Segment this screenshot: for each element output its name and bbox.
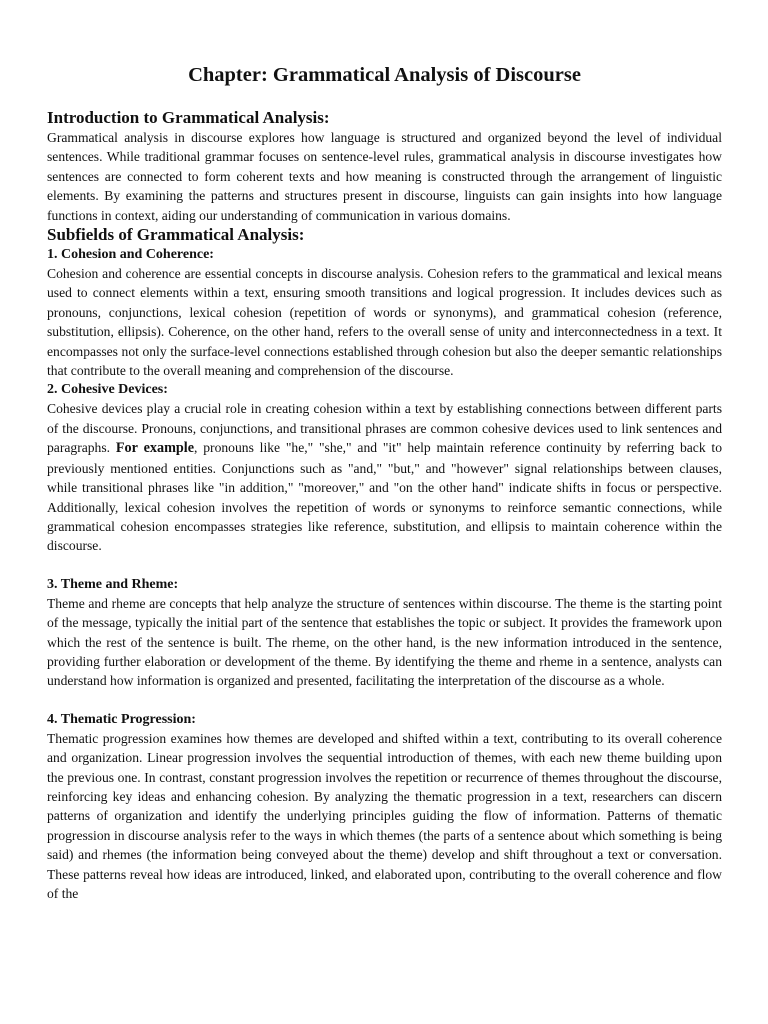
section-heading-thematic-progression: 4. Thematic Progression: [47,711,196,727]
for-example-bold: For example [115,440,195,457]
section-paragraph-theme-rheme: Theme and rheme are concepts that help analyze the structure of sentences within discourse. The theme is the starting point of the message, typically the initial part of the sentence that establishes the topic or subject. It provides the framework upon which the rest of the sentence is built. The rheme, on the other hand, is the new information introduced in the sentence, providing further elaboration or development of the theme. By identifying the theme and rheme in a sentence, analysts can understand how information is organized and presented, facilitating the interpretation of the discourse as a whole. [47,595,722,689]
intro-heading: Introduction to Grammatical Analysis: [47,108,330,127]
page-title: Chapter: Grammatical Analysis of Discourse [188,64,581,86]
section-paragraph-thematic-progression: Thematic progression examines how themes are developed and shifted within a text, contributing to its overall coherence and organization. Linear progression involves the sequential introduction of themes, with each new theme building upon the previous one. In contrast, constant progression involves the repetition or recurrence of themes throughout the discourse, reinforcing key ideas and enhancing cohesion. By analyzing the thematic progression in a text, researchers can discern patterns of organization and identify the underlying principles guiding the flow of information. Patterns of thematic progression in discourse analysis refer to the ways in which themes (the parts of a sentence about which something is being said) and rhemes (the information being conveyed about the theme) develop and shift throughout a text or conversation. These patterns reveal how ideas are introduced, linked, and elaborated upon, contributing to the overall coherence and flow of the [47,730,722,901]
cohesive-devices-text-end: , pronouns like "he," "she," and "it" help maintain reference continuity by referring back to previously mentioned entities. Conjunctions such as "and," "but," and "however" signal relationships between clauses, while transitional phrases like "in addition," "moreover," and "on the other hand" indicate shifts in focus or perspective. Additionally, lexical cohesion involves the repetition of words or synonyms to reinforce semantic connections, while grammatical cohesion encompasses strategies like reference, substitution, and ellipsis to maintain coherence within the discourse. [47,440,722,554]
section-heading-cohesive-devices: 2. Cohesive Devices: [47,382,168,398]
section-paragraph-cohesive-devices [47,399,722,555]
section-heading-cohesion-coherence: 1. Cohesion and Coherence: [47,247,214,263]
section-paragraph-cohesion-coherence: Cohesion and coherence are essential concepts in discourse analysis. Cohesion refers to the grammatical and lexical means used to connect elements within a text, ensuring smooth transitions and logical progression. It includes devices such as pronouns, conjunctions, lexical cohesion (repetition of words or synonyms), and grammatical cohesion (reference, substitution, ellipsis). Coherence, on the other hand, refers to the overall sense of unity and interconnectedness in a text. It encompasses not only the surface-level connections established through cohesion but also the deeper semantic relationships that contribute to the overall meaning and comprehension of the discourse. [47,266,722,379]
intro-paragraph: Grammatical analysis in discourse explores how language is structured and organized beyond the level of individual sentences. While traditional grammar focuses on sentence-level rules, grammatical analysis in discourse investigates how sentences are connected to form coherent texts and how meaning is constructed through the arrangement of linguistic elements. By examining the patterns and structures present in discourse, linguists can gain insights into how language functions in context, aiding our understanding of communication in various domains. [47,130,722,223]
section-heading-theme-rheme: 3. Theme and Rheme: [47,576,179,592]
subfields-heading: Subfields of Grammatical Analysis: [47,225,305,245]
cohesive-devices-text-start: Cohesive devices play a crucial role in creating cohesion within a text by establishing connections between different parts of the discourse. Pronouns, conjunctions, and transitional phrases are common cohesive devices used to link sentences and paragraphs. [47,401,722,456]
